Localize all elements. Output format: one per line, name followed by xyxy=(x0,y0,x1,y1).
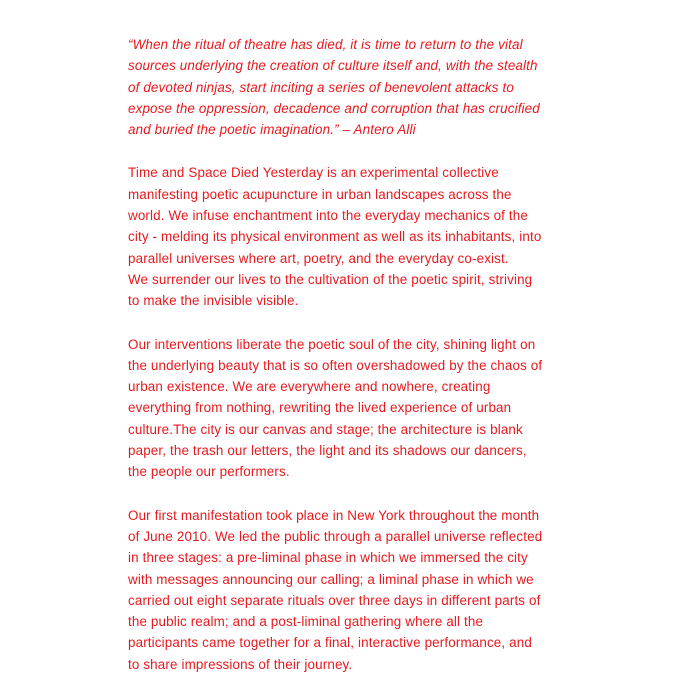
epigraph-quote: “When the ritual of theatre has died, it is time to return to the vital sources underlying the creation of culture itself and, with the stealth of devoted ninjas, start inciting a series of benevolent attacks to expose the oppression, decadence and corruption that has crucified and buried the poetic imagination.” – Antero Alli xyxy=(128,37,540,138)
paragraph-interventions: Our interventions liberate the poetic soul of the city, shining light on the underlying beauty that is so often overshadowed by the chaos of urban existence. We are everywhere and nowhere, creating everything from nothing, rewriting the lived experience of urban culture.The city is our canvas and stage; the architecture is blank paper, the trash our letters, the light and its shadows our dancers, the people our performers. xyxy=(128,336,543,480)
paragraph-first-manifestation: Our first manifestation took place in New York throughout the month of June 2010. We led the public through a parallel universe reflected in three stages: a pre-liminal phase in which we immersed the city with messages announcing our calling; a liminal phase in which we carried out eight separate rituals over three days in different parts of the public realm; and a post-liminal gathering where all the participants came together for a final, interactive performance, and to share impressions of their journey. xyxy=(128,507,543,672)
manifesto-text-block xyxy=(128,34,568,697)
paragraph-intro: Time and Space Died Yesterday is an experimental collective manifesting poetic acupuncture in urban landscapes across the world. We infuse enchantment into the everyday mechanics of the city - melding its physical environment as well as its inhabitants, into parallel universes where art, poetry, and the everyday co-exist. We surrender our lives to the cultivation of the poetic spirit, striving to make the invisible visible. xyxy=(128,165,542,309)
